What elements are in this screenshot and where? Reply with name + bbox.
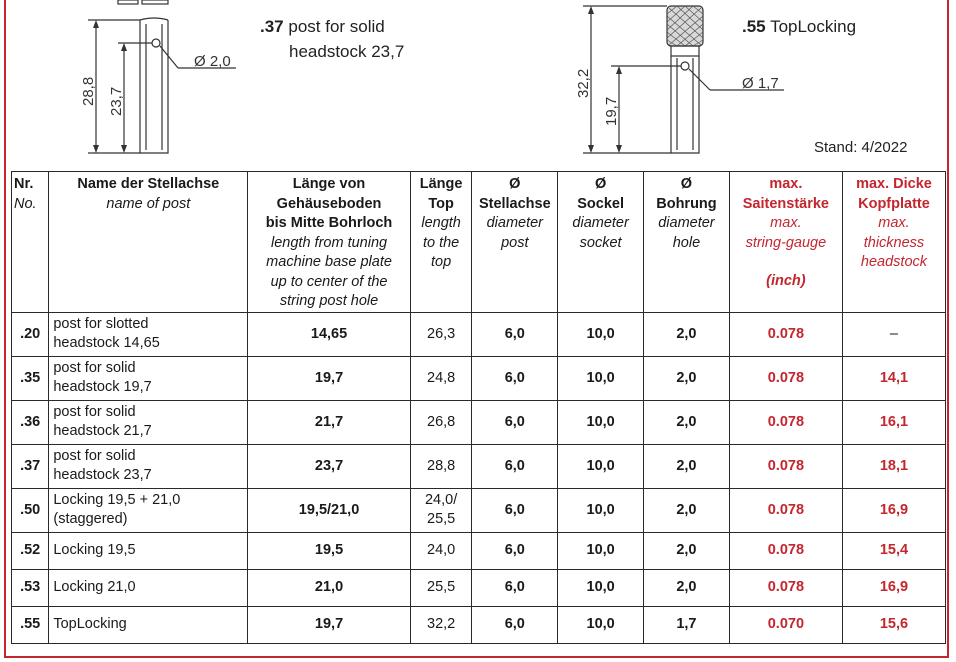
cell-name-line: post for solid <box>53 360 136 376</box>
cell-post-diameter: 6,0 <box>472 444 558 488</box>
header-label-en: diameter <box>572 215 629 231</box>
header-label-en: to the <box>422 234 460 251</box>
header-label-de: Ø <box>594 176 607 192</box>
table-row <box>12 488 946 532</box>
cell-nr: .36 <box>12 400 49 444</box>
header-label-en: string-gauge <box>745 234 827 251</box>
cell-hole-diameter: 2,0 <box>644 444 730 488</box>
header-label-de: Bohrung <box>656 195 717 212</box>
cell-hole-diameter: 2,0 <box>644 400 730 444</box>
cell-top-line: 24,0 <box>427 542 456 558</box>
cell-name <box>49 488 248 532</box>
table-row <box>12 312 946 356</box>
cell-nr: .53 <box>12 569 49 606</box>
header-label-en: machine base plate <box>266 254 392 270</box>
cell-length: 14,65 <box>248 312 411 356</box>
header-label-de: Gehäuseboden <box>276 195 382 212</box>
table-row <box>12 356 946 400</box>
header-label-en: max. <box>770 215 802 231</box>
header-label-en: No. <box>14 195 37 212</box>
cell-post-diameter: 6,0 <box>472 569 558 606</box>
left-post-drawing <box>88 0 236 153</box>
table-row <box>12 606 946 643</box>
cell-length: 21,0 <box>248 569 411 606</box>
header-top <box>410 172 472 313</box>
cell-socket-diameter: 10,0 <box>558 444 644 488</box>
header-label-en: length <box>421 215 461 231</box>
spec-table <box>11 171 946 644</box>
cell-post-diameter: 6,0 <box>472 356 558 400</box>
header-label-de: Kopfplatte <box>858 195 930 212</box>
header-post-diameter <box>472 172 558 313</box>
header-nr <box>12 172 49 313</box>
cell-name <box>49 532 248 569</box>
cell-nr: .55 <box>12 606 49 643</box>
cell-length: 19,5/21,0 <box>248 488 411 532</box>
cell-name <box>49 606 248 643</box>
header-label-en: post <box>501 234 529 251</box>
header-label-en: thickness <box>863 234 925 251</box>
table-row <box>12 444 946 488</box>
header-label-en: headstock <box>860 254 928 270</box>
left-dim-diameter: Ø 2,0 <box>194 53 231 70</box>
cell-top-line: 26,3 <box>427 325 456 342</box>
header-label-de: Stellachse <box>478 195 551 212</box>
right-caption-name: TopLocking <box>770 17 857 36</box>
header-label-en: length from tuning <box>271 234 388 251</box>
cell-post-diameter: 6,0 <box>472 606 558 643</box>
right-dim-hole: 19,7 <box>603 96 620 126</box>
cell-top <box>410 532 472 569</box>
cell-name <box>49 356 248 400</box>
cell-name <box>49 444 248 488</box>
cell-hole-diameter: 2,0 <box>644 312 730 356</box>
header-label-de: Nr. <box>14 176 34 192</box>
cell-hole-diameter: 2,0 <box>644 356 730 400</box>
cell-top <box>410 606 472 643</box>
header-label-de: Saitenstärke <box>742 195 829 212</box>
cell-nr: .52 <box>12 532 49 569</box>
cell-string-gauge: 0.078 <box>729 569 842 606</box>
header-label-en: socket <box>579 234 622 251</box>
header-name <box>49 172 248 313</box>
header-string-gauge <box>729 172 842 313</box>
cell-nr: .35 <box>12 356 49 400</box>
cell-headstock-thickness: 15,6 <box>842 606 945 643</box>
cell-socket-diameter: 10,0 <box>558 532 644 569</box>
cell-length: 19,7 <box>248 356 411 400</box>
header-label-de: bis Mitte Bohrloch <box>265 215 393 231</box>
header-label-en: up to center of the <box>270 273 388 290</box>
cell-hole-diameter: 1,7 <box>644 606 730 643</box>
header-socket-diameter <box>558 172 644 313</box>
cell-hole-diameter: 2,0 <box>644 488 730 532</box>
left-dim-total: 28,8 <box>80 76 97 106</box>
table-row <box>12 400 946 444</box>
left-caption-code: .37 <box>260 17 284 36</box>
cell-nr: .50 <box>12 488 49 532</box>
header-headstock-thickness <box>842 172 945 313</box>
cell-headstock-thickness: 16,9 <box>842 488 945 532</box>
cell-name-line: Locking 19,5 + 21,0 <box>53 492 181 508</box>
header-label-en: diameter <box>658 215 715 231</box>
cell-string-gauge: 0.078 <box>729 532 842 569</box>
table-row <box>12 532 946 569</box>
header-length <box>248 172 411 313</box>
cell-headstock-thickness: 15,4 <box>842 532 945 569</box>
cell-socket-diameter: 10,0 <box>558 312 644 356</box>
cell-headstock-thickness: 16,9 <box>842 569 945 606</box>
table-row <box>12 569 946 606</box>
cell-socket-diameter: 10,0 <box>558 488 644 532</box>
cell-length: 21,7 <box>248 400 411 444</box>
cell-post-diameter: 6,0 <box>472 488 558 532</box>
cell-hole-diameter: 2,0 <box>644 532 730 569</box>
cell-top-line: 24,0/ <box>424 492 458 508</box>
cell-top <box>410 312 472 356</box>
cell-post-diameter: 6,0 <box>472 400 558 444</box>
cell-string-gauge: 0.078 <box>729 356 842 400</box>
cell-name-line: TopLocking <box>53 616 127 632</box>
header-label-en: hole <box>672 234 701 251</box>
cell-string-gauge: 0.070 <box>729 606 842 643</box>
cell-name-line: (staggered) <box>53 511 128 527</box>
cell-name-line: post for solid <box>53 404 136 420</box>
header-unit: (inch) <box>766 273 806 289</box>
header-hole-diameter <box>644 172 730 313</box>
cell-headstock-thickness: 18,1 <box>842 444 945 488</box>
cell-top-line: 28,8 <box>427 457 456 474</box>
cell-name-line: headstock 14,65 <box>53 335 160 351</box>
header-label-de: Name der Stellachse <box>77 176 220 192</box>
header-label-de: Ø <box>680 176 693 192</box>
cell-top-line: 24,8 <box>427 369 456 386</box>
cell-name-line: headstock 21,7 <box>53 423 152 439</box>
cell-name-line: post for slotted <box>53 316 149 332</box>
right-dim-diameter: Ø 1,7 <box>742 75 779 92</box>
cell-top <box>410 444 472 488</box>
cell-top-line: 26,8 <box>427 413 456 430</box>
cell-name <box>49 312 248 356</box>
right-caption-code: .55 <box>742 17 766 36</box>
header-label-en: diameter <box>486 215 544 231</box>
cell-socket-diameter: 10,0 <box>558 569 644 606</box>
cell-nr: .37 <box>12 444 49 488</box>
header-label-de: Länge <box>419 176 463 192</box>
cell-nr: .20 <box>12 312 49 356</box>
cell-length: 23,7 <box>248 444 411 488</box>
header-label-de: max. <box>769 176 803 192</box>
cell-length: 19,7 <box>248 606 411 643</box>
cell-name-line: Locking 21,0 <box>53 579 136 595</box>
cell-top <box>410 400 472 444</box>
header-label-de: Top <box>428 195 454 212</box>
cell-top-line: 32,2 <box>427 616 456 632</box>
cell-headstock-thickness: 16,1 <box>842 400 945 444</box>
cell-post-diameter: 6,0 <box>472 532 558 569</box>
header-label-en: max. <box>878 215 910 231</box>
cell-string-gauge: 0.078 <box>729 312 842 356</box>
cell-top <box>410 488 472 532</box>
left-caption-line2: headstock 23,7 <box>289 42 405 61</box>
header-label-en: name of post <box>106 195 191 212</box>
cell-socket-diameter: 10,0 <box>558 400 644 444</box>
cell-headstock-thickness: – <box>842 312 945 356</box>
left-caption-line1: post for solid <box>288 17 385 36</box>
cell-name-line: Locking 19,5 <box>53 542 136 558</box>
cell-top <box>410 569 472 606</box>
cell-top-line: 25,5 <box>427 579 456 595</box>
header-label-de: Länge von <box>292 176 366 192</box>
cell-length: 19,5 <box>248 532 411 569</box>
stand-date: Stand: 4/2022 <box>814 139 908 156</box>
cell-socket-diameter: 10,0 <box>558 606 644 643</box>
header-label-de: Ø <box>509 176 521 192</box>
cell-name-line: headstock 19,7 <box>53 379 152 395</box>
header-label-de: Sockel <box>577 195 624 212</box>
cell-string-gauge: 0.078 <box>729 400 842 444</box>
cell-name-line: post for solid <box>53 448 136 464</box>
header-label-en: string post hole <box>279 293 379 309</box>
cell-name <box>49 569 248 606</box>
header-label-de: max. Dicke <box>856 176 932 192</box>
cell-top <box>410 356 472 400</box>
right-caption <box>742 14 856 39</box>
right-dim-total: 32,2 <box>575 68 592 98</box>
cell-top-line: 25,5 <box>427 511 456 527</box>
cell-hole-diameter: 2,0 <box>644 569 730 606</box>
cell-string-gauge: 0.078 <box>729 444 842 488</box>
left-caption <box>260 14 404 64</box>
header-label-en: top <box>431 254 452 270</box>
cell-name <box>49 400 248 444</box>
cell-socket-diameter: 10,0 <box>558 356 644 400</box>
header-row <box>12 172 946 313</box>
cell-headstock-thickness: 14,1 <box>842 356 945 400</box>
cell-string-gauge: 0.078 <box>729 488 842 532</box>
cell-name-line: headstock 23,7 <box>53 467 152 483</box>
left-dim-hole: 23,7 <box>108 86 125 116</box>
cell-post-diameter: 6,0 <box>472 312 558 356</box>
